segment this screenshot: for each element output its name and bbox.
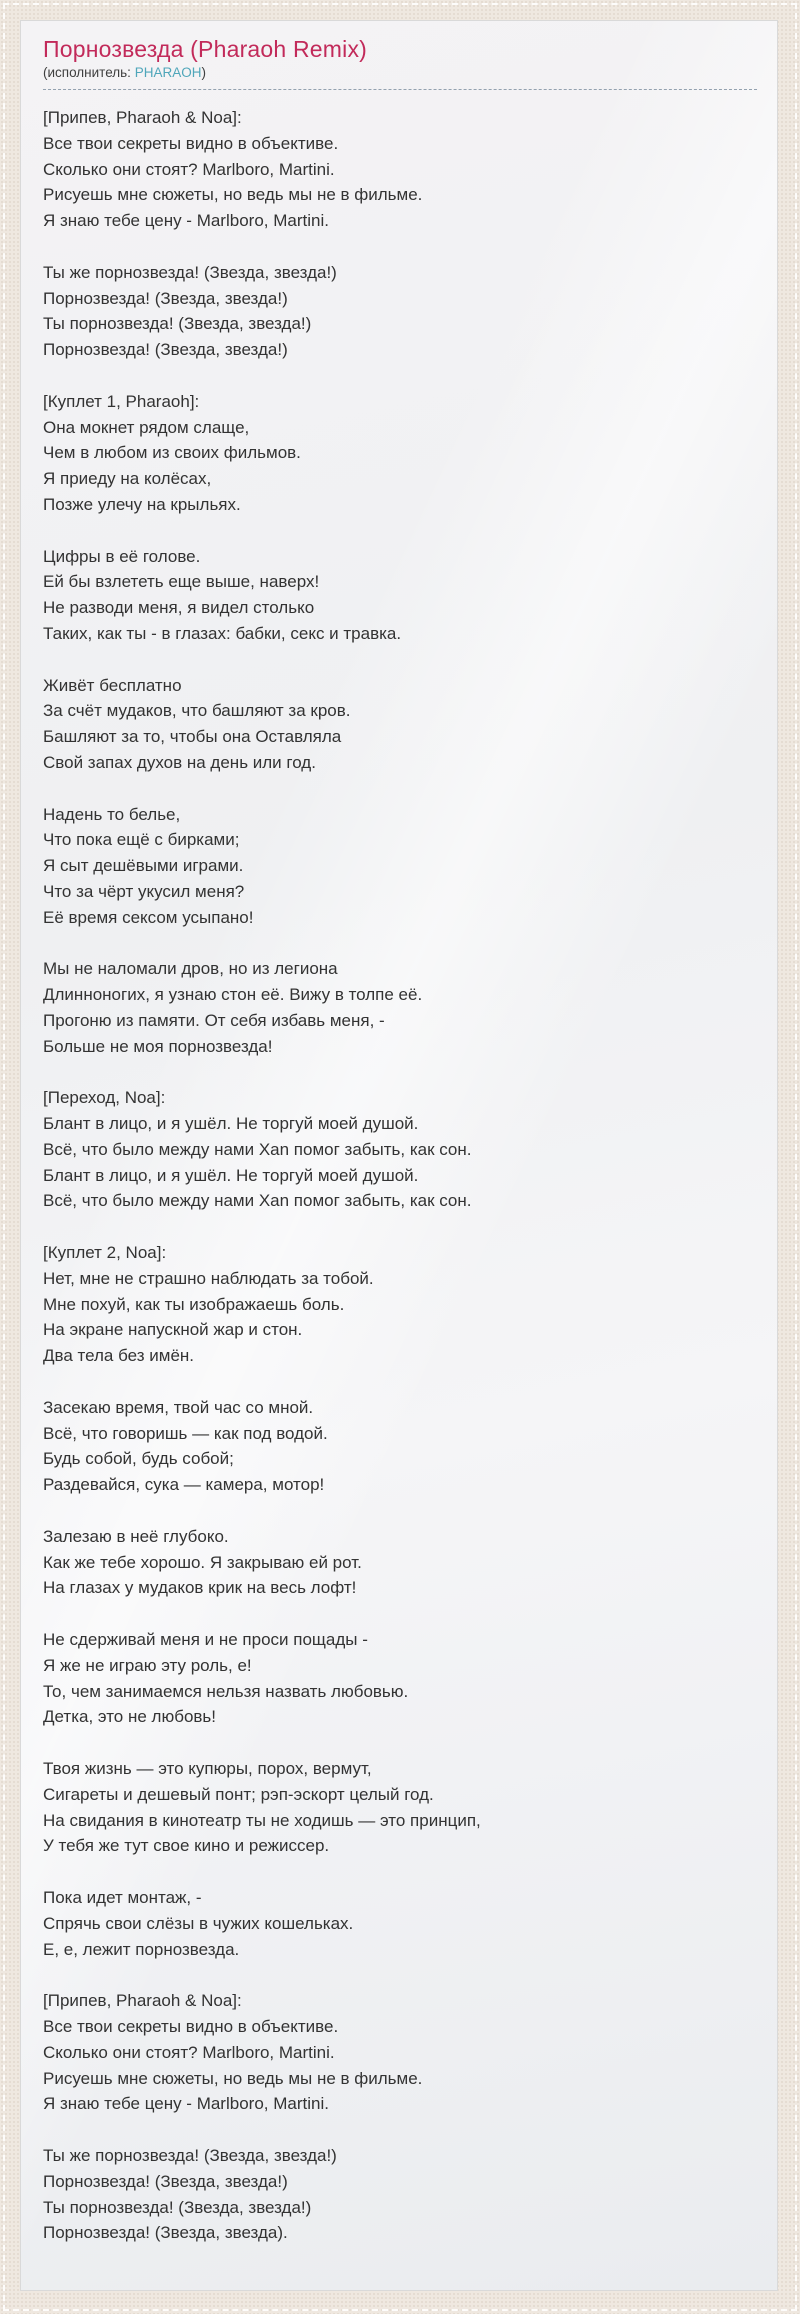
stanza [43, 1885, 757, 1962]
lyrics-line: Больше не моя порнозвезда! [43, 1036, 273, 1056]
lyrics-line: Таких, как ты - в глазах: бабки, секс и травка. [43, 623, 402, 643]
lyrics-line: Блант в лицо, и я ушёл. Не торгуй моей душой. [43, 1114, 419, 1134]
lyrics-line: Е, е, лежит порнозвезда. [43, 1939, 240, 1959]
lyrics-line: Я же не играю эту роль, е! [43, 1655, 252, 1675]
byline-suffix: ) [201, 65, 206, 80]
lyrics-line: Длинноногих, я узнаю стон её. Вижу в толпе её. [43, 985, 423, 1005]
stanza [43, 1756, 757, 1859]
lyrics-line: Рисуешь мне сюжеты, но ведь мы не в фильме. [43, 2068, 423, 2088]
lyrics-line: Как же тебе хорошо. Я закрываю ей рот. [43, 1552, 362, 1572]
lyrics-line: Свой запах духов на день или год. [43, 752, 316, 772]
lyrics-line: Рисуешь мне сюжеты, но ведь мы не в фильме. [43, 185, 423, 205]
lyrics-line: Надень то белье, [43, 804, 181, 824]
lyrics-line: Чем в любом из своих фильмов. [43, 443, 301, 463]
artist-link[interactable]: PHARAOH [134, 65, 202, 80]
lyrics-line: Сколько они стоят? Marlboro, Martini. [43, 159, 335, 179]
lyrics-line: Её время сексом усыпано! [43, 907, 254, 927]
lyrics-line: [Куплет 2, Noa]: [43, 1243, 167, 1263]
lyrics-line: У тебя же тут свое кино и режиссер. [43, 1836, 330, 1856]
lyrics-line: Не сдерживай меня и не проси пощады - [43, 1630, 368, 1650]
lyrics-line: Раздевайся, сука — камера, мотор! [43, 1475, 325, 1495]
lyrics-line: Ей бы взлететь еще выше, наверх! [43, 572, 320, 592]
stanza [43, 956, 757, 1059]
lyrics-line: Ты же порнозвезда! (Звезда, звезда!) [43, 2145, 337, 2165]
stanza [43, 105, 757, 234]
stanza [43, 1988, 757, 2117]
lyrics-line: Мне похуй, как ты изображаешь боль. [43, 1294, 345, 1314]
stanza [43, 1085, 757, 1214]
lyrics-line: Я приеду на колёсах, [43, 469, 212, 489]
lyrics-line: Всё, что было между нами Xan помог забыть, как сон. [43, 1139, 472, 1159]
lyrics-line: Два тела без имён. [43, 1346, 195, 1366]
lyrics-line: Всё, что было между нами Xan помог забыть, как сон. [43, 1191, 472, 1211]
lyrics-line: [Припев, Pharaoh & Noa]: [43, 108, 242, 127]
lyrics-line: На свидания в кинотеатр ты не ходишь — это принцип, [43, 1810, 481, 1830]
lyrics-line: Она мокнет рядом слаще, [43, 417, 250, 437]
lyrics-line: Живёт бесплатно [43, 675, 182, 695]
stanza [43, 1524, 757, 1601]
lyrics-line: Твоя жизнь — это купюры, порох, вермут, [43, 1759, 372, 1778]
stanza [43, 1240, 757, 1369]
stanza [43, 2143, 757, 2246]
stanza [43, 389, 757, 518]
dotted-separator [43, 89, 757, 90]
lyrics-line: Я сыт дешёвыми играми. [43, 856, 244, 876]
lyrics-line: На экране напускной жар и стон. [43, 1320, 303, 1340]
lyrics-line: Не разводи меня, я видел столько [43, 598, 315, 618]
lyrics-line: На глазах у мудаков крик на весь лофт! [43, 1578, 357, 1598]
lyrics-line: Блант в лицо, и я ушёл. Не торгуй моей душой. [43, 1165, 419, 1185]
lyrics [43, 105, 757, 2246]
lyrics-line: Ты порнозвезда! (Звезда, звезда!) [43, 314, 312, 334]
lyrics-line: Что за чёрт укусил меня? [43, 881, 245, 901]
lyrics-line: [Переход, Noa]: [43, 1088, 166, 1108]
stanza [43, 673, 757, 776]
lyrics-line: Ты порнозвезда! (Звезда, звезда!) [43, 2197, 312, 2217]
lyrics-line: Прогоню из памяти. От себя избавь меня, - [43, 1010, 385, 1030]
lyrics-line: Залезаю в неё глубоко. [43, 1526, 229, 1546]
lyrics-line: Все твои секреты видно в объективе. [43, 2016, 339, 2036]
lyrics-line: Сигареты и дешевый понт; рэп-эскорт целый год. [43, 1784, 434, 1804]
lyrics-line: Позже улечу на крыльях. [43, 494, 241, 514]
lyrics-line: [Куплет 1, Pharaoh]: [43, 391, 200, 411]
lyrics-line: Все твои секреты видно в объективе. [43, 133, 339, 153]
lyrics-line: Сколько они стоят? Marlboro, Martini. [43, 2042, 335, 2062]
stanza [43, 260, 757, 363]
lyrics-line: Всё, что говоришь — как под водой. [43, 1423, 328, 1443]
lyrics-line: Что пока ещё с бирками; [43, 830, 240, 850]
lyrics-line: Спрячь свои слёзы в чужих кошельках. [43, 1913, 354, 1933]
lyrics-card [20, 20, 778, 2291]
lyrics-line: [Припев, Pharaoh & Noa]: [43, 1991, 242, 2011]
lyrics-line: Будь собой, будь собой; [43, 1449, 234, 1469]
lyrics-line: Засекаю время, твой час со мной. [43, 1397, 314, 1417]
lyrics-line: Порнозвезда! (Звезда, звезда). [43, 2223, 288, 2243]
lyrics-line: Башляют за то, чтобы она Оставляла [43, 727, 342, 747]
stanza [43, 544, 757, 647]
lyrics-line: Пока идет монтаж, - [43, 1887, 202, 1907]
byline-prefix: (исполнитель: [43, 65, 135, 80]
stanza [43, 1395, 757, 1498]
page-title: Порнозвезда (Pharaoh Remix) [43, 36, 368, 62]
lyrics-line: Ты же порнозвезда! (Звезда, звезда!) [43, 262, 337, 282]
lyrics-line: Порнозвезда! (Звезда, звезда!) [43, 288, 288, 308]
lyrics-line: Порнозвезда! (Звезда, звезда!) [43, 340, 288, 360]
lyrics-line: То, чем занимаемся нельзя назвать любовью. [43, 1681, 409, 1701]
lyrics-line: Порнозвезда! (Звезда, звезда!) [43, 2171, 288, 2191]
lyrics-line: За счёт мудаков, что башляют за кров. [43, 701, 351, 721]
lyrics-line: Нет, мне не страшно наблюдать за тобой. [43, 1268, 374, 1288]
lyrics-line: Детка, это не любовь! [43, 1707, 217, 1727]
lyrics-line: Я знаю тебе цену - Marlboro, Martini. [43, 211, 329, 231]
byline [43, 64, 757, 82]
stanza [43, 1627, 757, 1730]
stanza [43, 802, 757, 931]
lyrics-line: Цифры в её голове. [43, 546, 201, 566]
lyrics-line: Мы не наломали дров, но из легиона [43, 959, 338, 979]
lyrics-line: Я знаю тебе цену - Marlboro, Martini. [43, 2094, 329, 2114]
